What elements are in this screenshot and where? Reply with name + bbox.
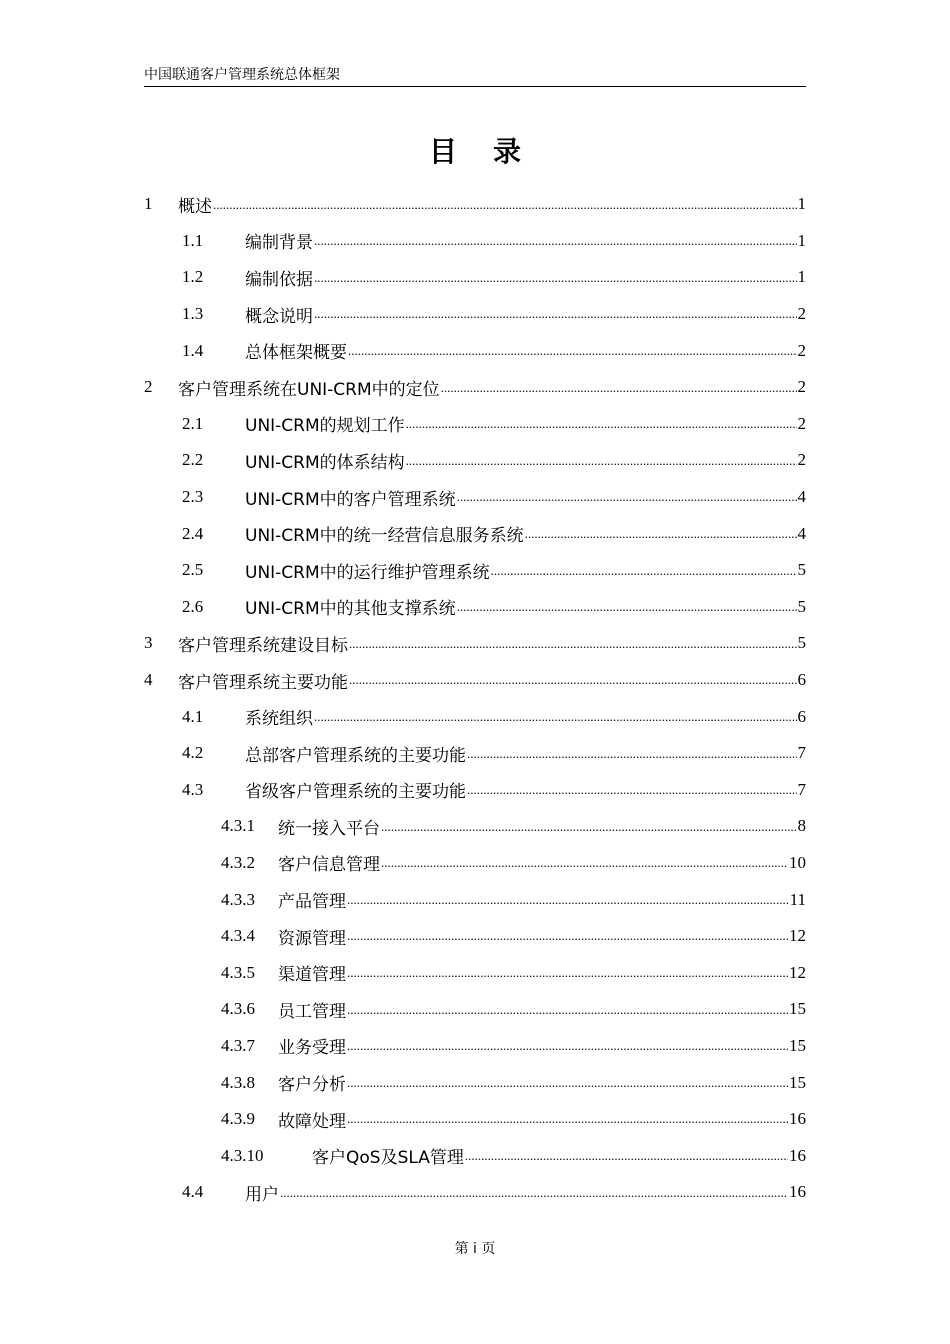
- toc-entry-page: 11: [789, 889, 806, 909]
- toc-entry-page: 4: [797, 523, 806, 543]
- toc-entry-label: 员工管理: [278, 1001, 346, 1022]
- toc-entry-number: 4.3.5: [221, 962, 255, 982]
- toc-entry[interactable]: [144, 442, 806, 479]
- toc-leader-dots: [465, 1144, 788, 1174]
- toc-entry-label: 概述: [178, 196, 212, 217]
- toc-entry[interactable]: [144, 808, 806, 845]
- toc-entry-page: 16: [789, 1109, 806, 1129]
- toc-entry-page: 10: [789, 852, 806, 872]
- toc-entry-label: UNI-CRM的体系结构: [245, 452, 405, 473]
- toc-leader-dots: [314, 705, 797, 735]
- toc-entry-number: 4.3.4: [221, 926, 255, 946]
- toc-entry-page: 4: [797, 487, 806, 507]
- toc-entry[interactable]: [144, 589, 806, 626]
- toc-entry-number: 2: [144, 377, 153, 397]
- toc-entry-number: 4.3.7: [221, 1035, 255, 1055]
- toc-entry-label: 统一接入平台: [278, 818, 380, 839]
- toc-leader-dots: [347, 1107, 788, 1137]
- toc-entry-label: 总部客户管理系统的主要功能: [245, 745, 466, 766]
- toc-leader-dots: [441, 376, 797, 406]
- toc-entry[interactable]: [144, 1064, 806, 1101]
- toc-leader-dots: [467, 778, 797, 808]
- toc-entry[interactable]: [144, 296, 806, 333]
- toc-entry-label: 省级客户管理系统的主要功能: [245, 782, 466, 803]
- toc-entry-number: 2.6: [182, 596, 204, 616]
- toc-entry-number: 4.2: [182, 743, 204, 763]
- toc-entry-number: 4.3.10: [221, 1145, 264, 1165]
- toc-entry-label: UNI-CRM中的统一经营信息服务系统: [245, 526, 524, 547]
- toc-entry-label: 编制背景: [245, 233, 313, 254]
- toc-entry-page: 16: [789, 1145, 806, 1165]
- toc-entry-page: 2: [797, 377, 806, 397]
- toc-entry-number: 4: [144, 670, 153, 690]
- toc-entry[interactable]: [144, 954, 806, 991]
- toc-entry-label: 总体框架概要: [245, 343, 347, 364]
- toc-entry[interactable]: [144, 332, 806, 369]
- toc-entry-page: 15: [789, 1035, 806, 1055]
- toc-entry[interactable]: [144, 1174, 806, 1211]
- toc-leader-dots: [280, 1181, 788, 1211]
- toc-entry[interactable]: [144, 186, 806, 223]
- table-of-contents: [144, 186, 806, 1211]
- toc-entry[interactable]: [144, 479, 806, 516]
- page-footer: 第 i 页: [454, 1241, 496, 1257]
- toc-entry[interactable]: [144, 991, 806, 1028]
- header-title: 中国联通客户管理系统总体框架: [144, 67, 340, 83]
- toc-entry-page: 2: [797, 340, 806, 360]
- toc-entry-number: 4.3.3: [221, 889, 255, 909]
- toc-leader-dots: [467, 742, 797, 772]
- toc-leader-dots: [457, 485, 797, 515]
- toc-leader-dots: [347, 998, 788, 1028]
- toc-entry-label: 客户管理系统主要功能: [178, 672, 348, 693]
- toc-entry-number: 2.1: [182, 413, 204, 433]
- toc-leader-dots: [406, 449, 797, 479]
- toc-entry-number: 2.3: [182, 487, 204, 507]
- toc-entry[interactable]: [144, 918, 806, 955]
- toc-entry-number: 2.2: [182, 450, 204, 470]
- toc-entry-number: 2.4: [182, 523, 204, 543]
- toc-leader-dots: [348, 339, 797, 369]
- page-header: [144, 66, 806, 87]
- toc-leader-dots: [347, 924, 788, 954]
- toc-leader-dots: [381, 851, 788, 881]
- toc-entry[interactable]: [144, 881, 806, 918]
- toc-entry[interactable]: [144, 845, 806, 882]
- toc-entry-number: 1.4: [182, 340, 204, 360]
- toc-entry-page: 5: [797, 560, 806, 580]
- toc-entry-number: 4.3.2: [221, 852, 255, 872]
- toc-entry-page: 2: [797, 304, 806, 324]
- toc-entry[interactable]: [144, 515, 806, 552]
- toc-title: 目录: [428, 135, 557, 168]
- toc-entry[interactable]: [144, 259, 806, 296]
- toc-entry-number: 1.2: [182, 267, 204, 287]
- toc-entry-number: 4.3.6: [221, 999, 255, 1019]
- toc-entry[interactable]: [144, 662, 806, 699]
- toc-leader-dots: [406, 412, 797, 442]
- toc-entry-number: 3: [144, 633, 153, 653]
- toc-entry-label: 概念说明: [245, 306, 313, 327]
- toc-entry[interactable]: [144, 1028, 806, 1065]
- toc-entry-label: 用户: [245, 1184, 279, 1205]
- toc-entry-page: 15: [789, 1072, 806, 1092]
- toc-entry[interactable]: [144, 735, 806, 772]
- toc-entry[interactable]: [144, 369, 806, 406]
- toc-entry[interactable]: [144, 223, 806, 260]
- toc-entry-label: UNI-CRM中的客户管理系统: [245, 489, 456, 510]
- toc-leader-dots: [349, 668, 797, 698]
- toc-entry-page: 12: [789, 926, 806, 946]
- toc-entry[interactable]: [144, 772, 806, 809]
- toc-leader-dots: [347, 888, 789, 918]
- toc-entry[interactable]: [144, 406, 806, 443]
- toc-entry-number: 2.5: [182, 560, 204, 580]
- toc-entry-page: 6: [797, 670, 806, 690]
- toc-entry-number: 4.3.8: [221, 1072, 255, 1092]
- toc-entry[interactable]: [144, 552, 806, 589]
- toc-entry-page: 2: [797, 450, 806, 470]
- toc-leader-dots: [347, 1071, 788, 1101]
- toc-entry-label: 客户管理系统在UNI-CRM中的定位: [178, 379, 440, 400]
- toc-entry-page: 16: [789, 1182, 806, 1202]
- toc-entry-page: 5: [797, 596, 806, 616]
- toc-entry-label: 资源管理: [278, 928, 346, 949]
- toc-entry-label: 客户QoS及SLA管理: [312, 1148, 464, 1169]
- toc-entry-label: 客户管理系统建设目标: [178, 635, 348, 656]
- toc-leader-dots: [525, 522, 797, 552]
- toc-entry-label: 故障处理: [278, 1111, 346, 1132]
- toc-entry-page: 1: [797, 267, 806, 287]
- toc-leader-dots: [314, 229, 797, 259]
- toc-entry-number: 1.1: [182, 230, 204, 250]
- toc-entry-page: 7: [797, 779, 806, 799]
- toc-leader-dots: [314, 302, 797, 332]
- toc-entry-page: 15: [789, 999, 806, 1019]
- toc-entry-number: 4.1: [182, 706, 204, 726]
- toc-entry-number: 4.4: [182, 1182, 204, 1202]
- toc-entry-page: 12: [789, 962, 806, 982]
- toc-entry[interactable]: [144, 625, 806, 662]
- toc-entry-number: 4.3.9: [221, 1109, 255, 1129]
- toc-entry-number: 4.3: [182, 779, 204, 799]
- toc-leader-dots: [491, 559, 797, 589]
- toc-entry-number: 1: [144, 194, 153, 214]
- toc-entry-page: 1: [797, 194, 806, 214]
- toc-entry-number: 4.3.1: [221, 816, 255, 836]
- toc-entry-label: 客户分析: [278, 1075, 346, 1096]
- toc-leader-dots: [347, 1034, 788, 1064]
- toc-entry[interactable]: [144, 1101, 806, 1138]
- toc-entry-label: 业务受理: [278, 1038, 346, 1059]
- toc-entry-number: 1.3: [182, 304, 204, 324]
- toc-entry-label: UNI-CRM中的其他支撑系统: [245, 599, 456, 620]
- toc-entry-page: 6: [797, 706, 806, 726]
- toc-entry-label: 客户信息管理: [278, 855, 380, 876]
- toc-entry-label: UNI-CRM中的运行维护管理系统: [245, 562, 490, 583]
- toc-entry-page: 1: [797, 230, 806, 250]
- toc-entry-label: UNI-CRM的规划工作: [245, 416, 405, 437]
- toc-entry[interactable]: [144, 698, 806, 735]
- toc-leader-dots: [381, 815, 797, 845]
- toc-leader-dots: [457, 595, 797, 625]
- toc-entry-label: 编制依据: [245, 269, 313, 290]
- toc-entry-page: 7: [797, 743, 806, 763]
- toc-leader-dots: [213, 193, 797, 223]
- toc-entry-label: 产品管理: [278, 892, 346, 913]
- toc-entry-page: 5: [797, 633, 806, 653]
- toc-leader-dots: [349, 632, 797, 662]
- toc-leader-dots: [347, 961, 788, 991]
- toc-entry-label: 渠道管理: [278, 965, 346, 986]
- toc-entry-page: 8: [797, 816, 806, 836]
- toc-entry-label: 系统组织: [245, 709, 313, 730]
- toc-leader-dots: [314, 266, 797, 296]
- toc-entry[interactable]: [144, 1137, 806, 1174]
- toc-entry-page: 2: [797, 413, 806, 433]
